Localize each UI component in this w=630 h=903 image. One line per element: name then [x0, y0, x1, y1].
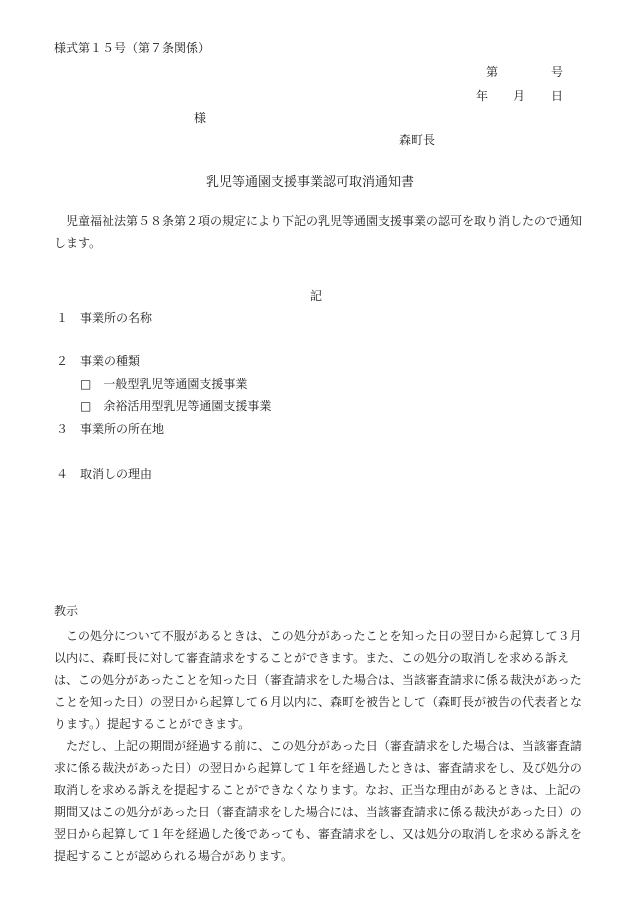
item-facility-name: １ 事業所の名称: [56, 311, 153, 325]
issuer: 森町長: [399, 133, 436, 147]
date-day: 日: [551, 89, 564, 103]
number-label-go: 号: [551, 65, 564, 79]
notice-body: [54, 625, 582, 867]
date-year: 年: [476, 89, 489, 103]
item-facility-location: ３ 事業所の所在地: [56, 422, 165, 436]
number-label-dai: 第: [486, 65, 499, 79]
checkbox-option-surplus: □ 余裕活用型乳児等通園支援事業: [80, 399, 272, 413]
notice-heading: 教示: [54, 604, 79, 618]
checkbox-option-general: □ 一般型乳児等通園支援事業: [80, 377, 248, 391]
notice-paragraph-1: この処分について不服があるときは、この処分があったことを知った日の翌日から起算して３月以内に、森町長に対して審査請求をすることができます。また、この処分の取消しを求める訴えは、この処分があったことを知った日（審査請求をした場合は、当該審査請求に係る裁決があったことを知った日）の翌日から起算して６月以内に、森町を被告として（森町長が被告の代表者となります。）提起することができます。: [54, 629, 583, 731]
notice-paragraph-2: ただし、上記の期間が経過する前に、この処分があった日（審査請求をした場合は、当該審査請求に係る裁決があった日）の翌日から起算して１年を経過したときは、審査請求をし、及び処分の取消しを求める訴えを提起することができなくなります。なお、正当な理由があるときは、上記の期間又はこの処分があった日（審査請求をした場合には、当該審査請求に係る裁決があった日）の翌日から起算して１年を経過した後であっても、審査請求をし、又は処分の取消しを求める訴えを提起することが認められる場合があります。: [54, 739, 582, 863]
body-paragraph: [54, 210, 582, 254]
item-business-type: ２ 事業の種類: [56, 354, 141, 368]
document-title: 乳児等通園支援事業認可取消通知書: [206, 175, 415, 190]
ki-label: 記: [310, 289, 323, 303]
body-text: 児童福祉法第５８条第２項の規定により下記の乳児等通園支援事業の認可を取り消したので通知します。: [54, 214, 583, 250]
addressee-suffix: 様: [194, 111, 207, 125]
date-month: 月: [513, 89, 526, 103]
form-number: 様式第１５号（第７条関係）: [54, 41, 211, 55]
item-revocation-reason: ４ 取消しの理由: [56, 467, 153, 481]
